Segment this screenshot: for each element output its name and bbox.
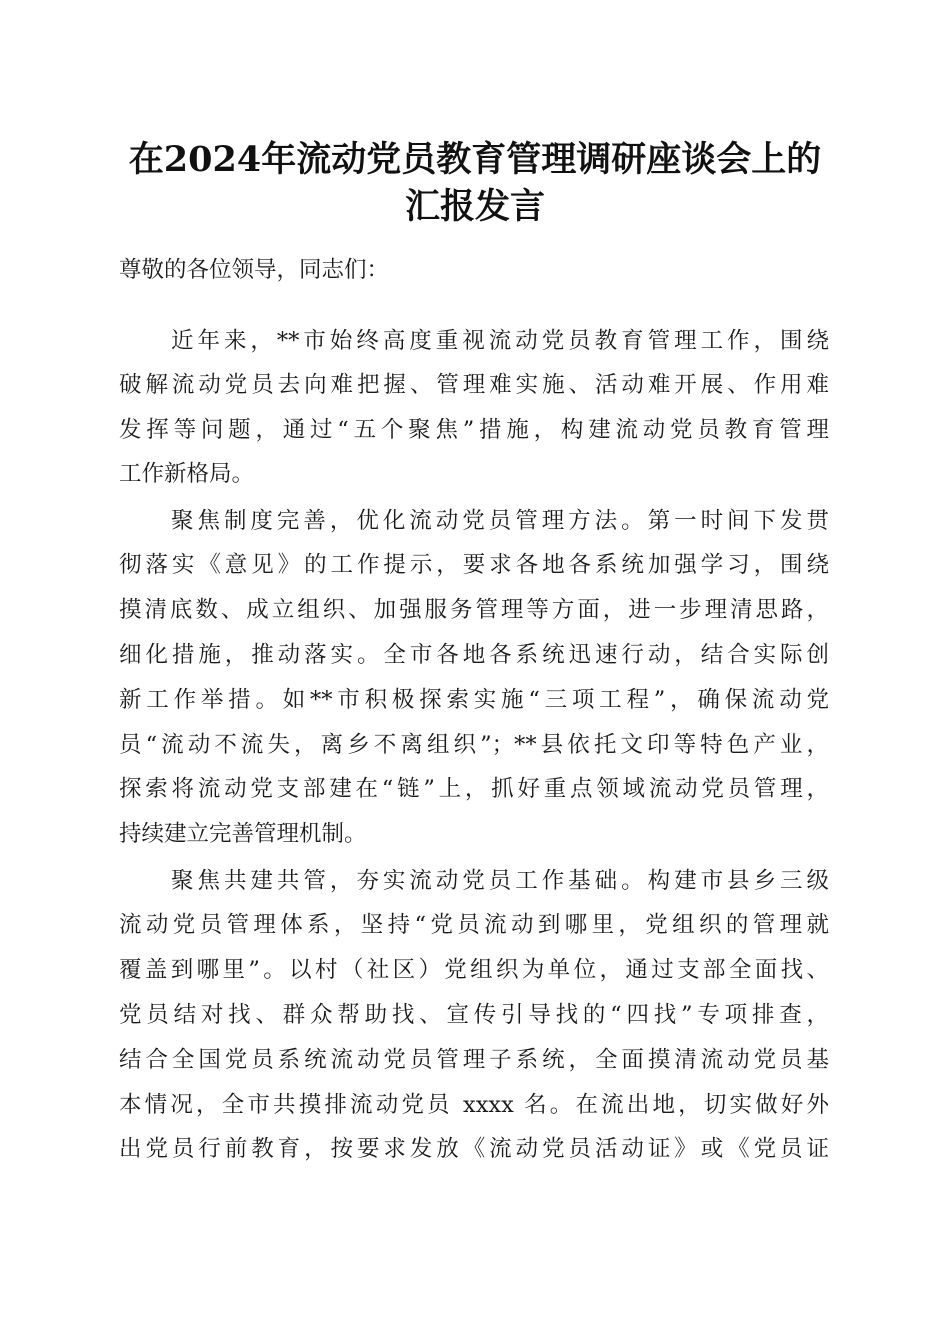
document-title-line-1: 在2024年流动党员教育管理调研座谈会上的 <box>128 139 822 180</box>
paragraph-1-line-1: 近年来，**市始终高度重视流动党员教育管理工作，围绕 <box>171 328 829 354</box>
document-title-line-2: 汇报发言 <box>404 186 545 227</box>
paragraph-3-line-1: 聚焦共建共管，夯实流动党员工作基础。构建市县乡三级 <box>171 868 829 894</box>
salutation: 尊敬的各位领导，同志们： <box>119 257 390 283</box>
paragraph-1-line-4: 工作新格局。 <box>119 461 255 487</box>
paragraph-2-line-6: 员“流动不流失，离乡不离组织”；**县依托文印等特色产业， <box>119 732 829 758</box>
paragraph-3-line-2: 流动党员管理体系，坚持“党员流动到哪里，党组织的管理就 <box>119 912 829 938</box>
paragraph-3-line-4: 党员结对找、群众帮助找、宣传引导找的“四找”专项排查， <box>119 1002 829 1028</box>
paragraph-2-line-2: 彻落实《意见》的工作提示，要求各地各系统加强学习，围绕 <box>119 552 829 578</box>
paragraph-3-line-3: 覆盖到哪里”。以村（社区）党组织为单位，通过支部全面找、 <box>119 957 829 983</box>
paragraph-3-line-7: 出党员行前教育，按要求发放《流动党员活动证》或《党员证 <box>119 1136 829 1162</box>
paragraph-2-line-7: 探索将流动党支部建在“链”上，抓好重点领域流动党员管理， <box>119 776 829 802</box>
paragraph-3-line-6: 本情况，全市共摸排流动党员 xxxx 名。在流出地，切实做好外 <box>119 1092 829 1118</box>
paragraph-2-line-1: 聚焦制度完善，优化流动党员管理方法。第一时间下发贯 <box>171 508 829 534</box>
paragraph-1-line-2: 破解流动党员去向难把握、管理难实施、活动难开展、作用难 <box>119 372 829 398</box>
paragraph-2-line-8: 持续建立完善管理机制。 <box>119 821 367 847</box>
paragraph-2-line-4: 细化措施，推动落实。全市各地各系统迅速行动，结合实际创 <box>119 642 829 668</box>
paragraph-1-line-3: 发挥等问题，通过“五个聚焦”措施，构建流动党员教育管理 <box>119 417 829 443</box>
paragraph-3-line-5: 结合全国党员系统流动党员管理子系统，全面摸清流动党员基 <box>119 1047 829 1073</box>
paragraph-2-line-5: 新工作举措。如**市积极探索实施“三项工程”，确保流动党 <box>119 687 829 713</box>
paragraph-2-line-3: 摸清底数、成立组织、加强服务管理等方面，进一步理清思路， <box>119 597 829 623</box>
